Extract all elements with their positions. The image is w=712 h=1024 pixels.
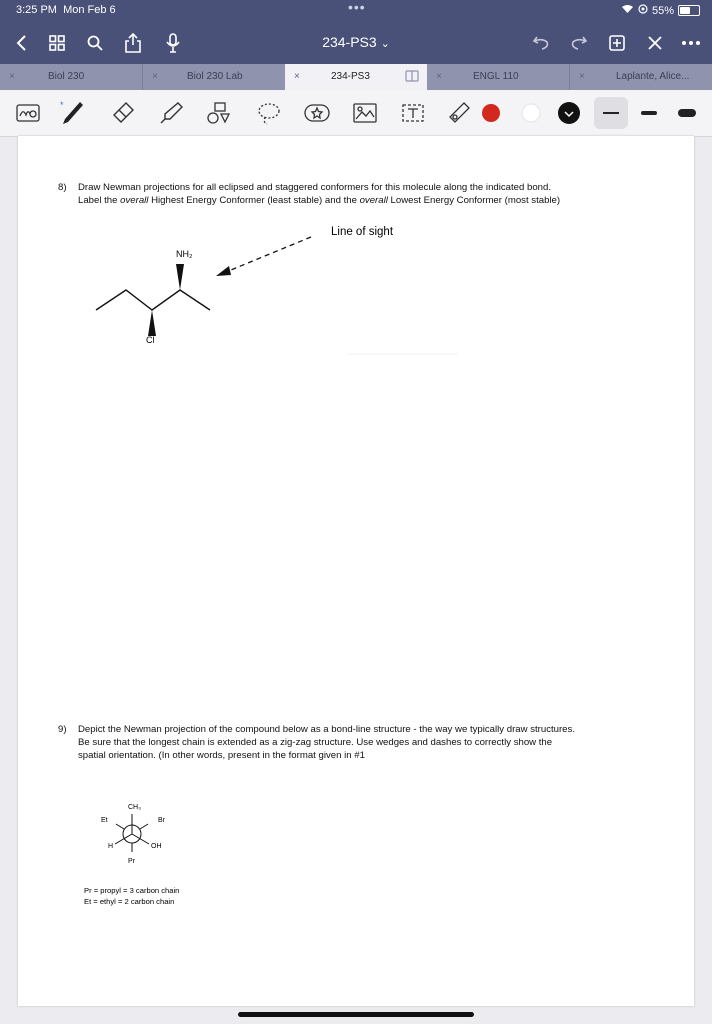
- tab-close-icon[interactable]: ×: [579, 71, 585, 82]
- svg-text:*: *: [60, 100, 64, 110]
- status-right: [621, 4, 700, 17]
- br-label: Br: [158, 817, 165, 824]
- more-icon[interactable]: [678, 30, 704, 56]
- redo-icon[interactable]: [566, 30, 592, 56]
- tab-label: ENGL 110: [473, 71, 519, 82]
- question-8-line-1: Draw Newman projections for all eclipsed and staggered conformers for this molecule along the indicated bond.: [78, 182, 552, 193]
- line-of-sight-label: Line of sight: [331, 226, 394, 238]
- pen-close-icon[interactable]: [642, 30, 668, 56]
- sticker-icon[interactable]: [302, 98, 332, 128]
- text-box-icon[interactable]: [398, 98, 428, 128]
- color-red-swatch[interactable]: [476, 98, 506, 128]
- tab-close-icon[interactable]: ×: [294, 71, 300, 82]
- nh2-label: NH₂: [176, 249, 193, 259]
- status-time: 3:25 PM Mon Feb 6: [16, 4, 116, 16]
- legend-propyl: Pr = propyl = 3 carbon chain: [84, 886, 180, 895]
- lasso-icon[interactable]: [254, 98, 284, 128]
- stroke-thin-option[interactable]: [594, 97, 628, 129]
- tab-label: Biol 230 Lab: [187, 71, 243, 82]
- title-chevron: ⌄: [380, 38, 390, 50]
- legend: [84, 885, 179, 907]
- tab-label: Laplante, Alice...: [616, 71, 690, 82]
- tab-engl-110[interactable]: [427, 64, 569, 90]
- add-page-icon[interactable]: [604, 30, 630, 56]
- zoom-window-icon[interactable]: [14, 98, 44, 128]
- oh-label: OH: [151, 843, 162, 850]
- question-number: 8): [58, 182, 67, 193]
- tab-label: 234-PS3: [331, 71, 370, 82]
- question-number: 9): [58, 724, 67, 735]
- tab-biol-230[interactable]: [0, 64, 142, 90]
- eraser-icon[interactable]: [108, 98, 138, 128]
- legend-ethyl: Et = ethyl = 2 carbon chain: [84, 897, 175, 906]
- question-9-line-2: Be sure that the longest chain is extended as a zig-zag structure. Use wedges and dashes to correctly show the: [78, 737, 553, 748]
- nav-bar: [0, 22, 712, 64]
- battery-percent: 55%: [651, 4, 674, 17]
- tab-biol-230-lab[interactable]: [142, 64, 285, 90]
- tab-close-icon[interactable]: ×: [152, 71, 158, 82]
- stroke-medium-option[interactable]: [634, 98, 664, 128]
- pr-label: Pr: [128, 858, 135, 865]
- et-label: Et: [101, 817, 108, 824]
- tab-bar: [0, 64, 712, 90]
- h-label: H: [108, 843, 114, 850]
- split-view-icon[interactable]: [405, 70, 419, 85]
- q8-molecule: [18, 216, 478, 366]
- home-indicator[interactable]: [238, 1012, 474, 1017]
- stroke-thick-option[interactable]: [672, 98, 702, 128]
- ch3-label: CH₃: [128, 804, 141, 811]
- multitask-dots[interactable]: •••: [348, 0, 366, 15]
- pen-toolbar: [0, 90, 712, 137]
- document-page[interactable]: [18, 136, 694, 1006]
- tab-close-icon[interactable]: ×: [9, 71, 15, 82]
- location-icon: [638, 4, 648, 17]
- question-8-line-2: Label the overall Highest Energy Conformer (least stable) and the overall Lowest Energy Conformer (most stable): [78, 195, 561, 206]
- shapes-icon[interactable]: [204, 98, 234, 128]
- tab-label: Biol 230: [48, 71, 85, 82]
- tab-close-icon[interactable]: ×: [436, 71, 442, 82]
- color-black-swatch[interactable]: [554, 98, 584, 128]
- color-white-swatch[interactable]: [516, 98, 546, 128]
- question-9-line-3: spatial orientation. (In other words, present in the format given in #1: [78, 750, 365, 761]
- cl-label: Cl: [146, 335, 155, 345]
- image-icon[interactable]: [350, 98, 380, 128]
- document-title[interactable]: 234-PS3 ⌄: [322, 34, 390, 50]
- question-9-line-1: Depict the Newman projection of the compound below as a bond-line structure - the way we typically draw structures.: [78, 724, 575, 735]
- laser-pointer-icon[interactable]: [444, 98, 474, 128]
- status-bar: [0, 0, 712, 22]
- undo-icon[interactable]: [528, 30, 554, 56]
- pen-tool-icon[interactable]: [56, 98, 86, 128]
- wifi-icon: [621, 4, 634, 17]
- newman-projection: [108, 812, 178, 872]
- tab-laplante[interactable]: [569, 64, 712, 90]
- tab-234-ps3[interactable]: [285, 64, 427, 90]
- highlighter-icon[interactable]: [156, 98, 186, 128]
- battery-icon: [678, 5, 700, 16]
